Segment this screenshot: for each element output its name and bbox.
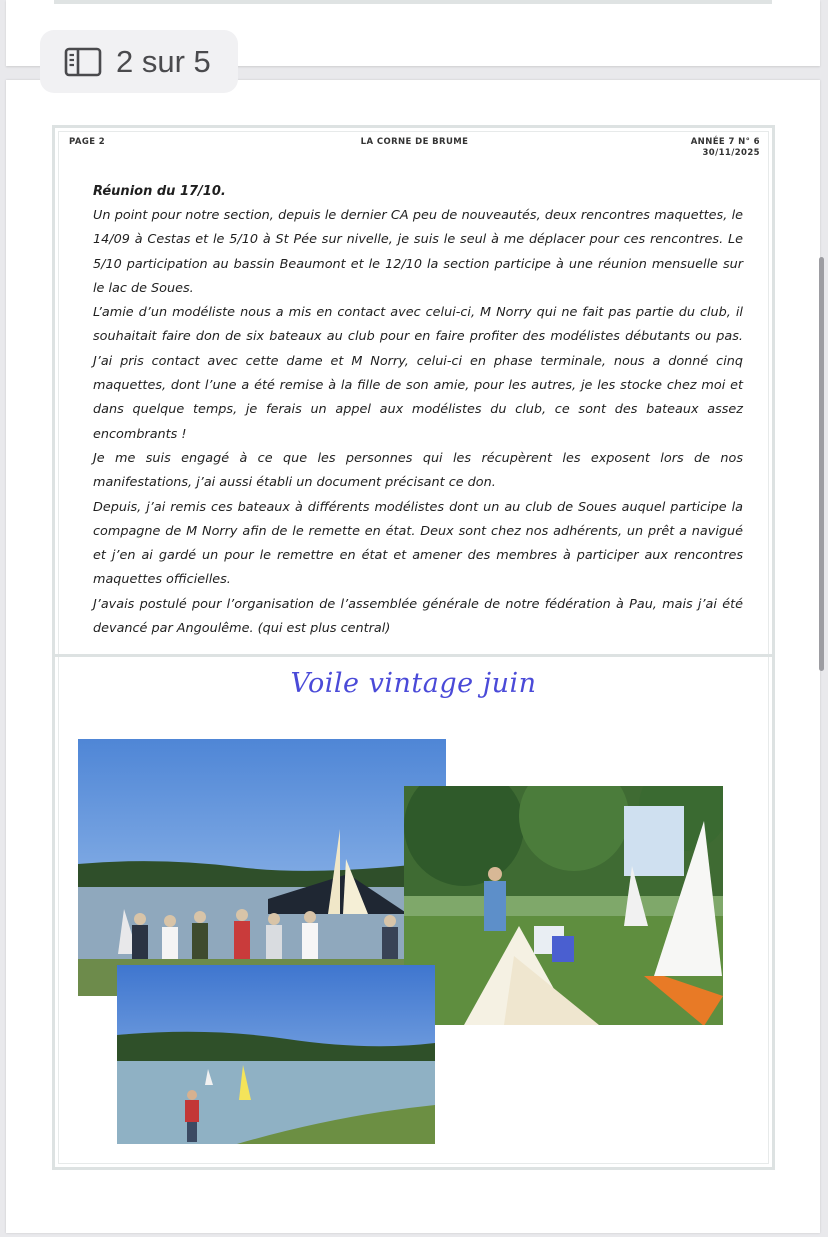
scrollbar[interactable]: [819, 257, 824, 671]
article-paragraph: L’amie d’un modéliste nous a mis en contact avec celui-ci, M Norry qui ne fait pas partie du club, il souhaitait faire don de six bateaux au club pour en faire profiter des modélistes débutants ou pas. J’ai pris contact avec cette dame et M Norry, celui-ci en phase terminale, nous a donné cinq maquettes, dont l’une a été remise à la fille de son amie, pour les autres, je les stocke chez moi et dans quelque temps, je ferais un appel aux modélistes du club, ce sont des bateaux assez encombrants !: [93, 305, 743, 442]
article-paragraph: Un point pour notre section, depuis le dernier CA peu de nouveautés, deux rencontres maquettes, le 14/09 à Cestas et le 5/10 à St Pée sur nivelle, je suis le seul à me déplacer pour ces rencontres. Le 5/10 participation au bassin Beaumont et le 12/10 la section participe à une réunion mensuelle sur le lac de Soues.: [93, 208, 743, 296]
gallery-title: Voile vintage juin: [290, 668, 537, 699]
header-date: 30/11/2025: [702, 148, 760, 158]
article-heading: Réunion du 17/10.: [93, 184, 226, 199]
sidebar-icon: [64, 47, 102, 77]
newsletter-header: [69, 137, 760, 163]
document-page: [6, 80, 820, 1233]
section-divider: [55, 654, 772, 657]
header-issue: [691, 137, 760, 159]
article-paragraph: J’avais postulé pour l’organisation de l’assemblée générale de notre fédération à Pau, mais j’ai été devancé par Angoulême. (qui est plus central): [93, 596, 743, 637]
page-indicator[interactable]: [40, 30, 238, 93]
page-indicator-label: 2 sur 5: [116, 43, 211, 79]
header-issue-number: ANNÉE 7 N° 6: [690, 137, 760, 147]
group-photo-lakeside: [78, 739, 446, 996]
page-frame: [52, 125, 775, 1170]
model-sailboats-under-trees: [404, 786, 723, 1025]
lake-sailing-photo: [117, 965, 435, 1144]
article-paragraph: Depuis, j’ai remis ces bateaux à différents modélistes dont un au club de Soues auquel participe la compagne de M Norry afin de le remette en état. Deux sont chez nos adhérents, un prêt a navigué et j’en ai gardé un pour le remettre en état et amener des membres à participer aux rencontres maquettes officielles.: [93, 499, 743, 588]
header-title: LA CORNE DE BRUME: [360, 137, 469, 147]
header-page-number: PAGE 2: [69, 137, 106, 147]
article-body: [93, 180, 743, 641]
previous-page-frame: [54, 0, 772, 4]
article-paragraph: Je me suis engagé à ce que les personnes qui les récupèrent les exposent lors de nos manifestations, j’ai aussi établi un document précisant ce don.: [93, 450, 743, 491]
